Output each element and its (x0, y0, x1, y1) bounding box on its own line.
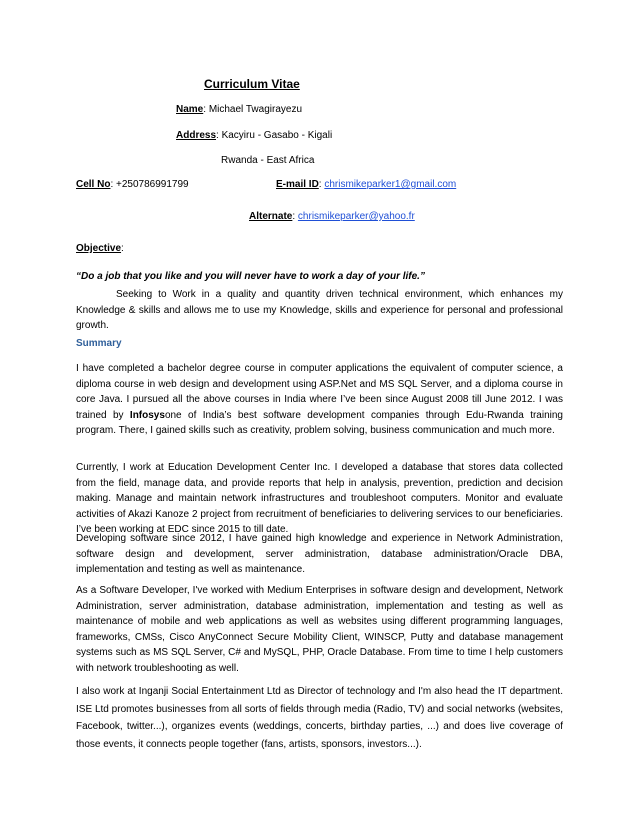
email-link[interactable]: chrismikeparker1@gmail.com (324, 179, 457, 190)
objective-text: Seeking to Work in a quality and quantity driven technical environment, which enhances my Knowledge & skills and allows me to use my Knowledge, skills and experience for personal and professional growth. (76, 289, 563, 332)
name-label: Name (176, 104, 204, 115)
alternate-email-link[interactable]: chrismikeparker@yahoo.fr (297, 211, 415, 222)
infosys-bold: Infosys (129, 409, 165, 421)
email-label: E-mail ID (276, 179, 319, 190)
address-label: Address (176, 130, 217, 141)
page-title: Curriculum Vitae (204, 77, 300, 91)
name-value: Michael Twagirayezu (208, 104, 303, 115)
summary-heading: Summary (76, 338, 122, 349)
cell-label: Cell No (76, 179, 111, 190)
summary-paragraph-5: I also work at Inganji Social Entertainment Ltd as Director of technology and I'm also head the IT department. ISE Ltd promotes businesses from all sorts of fields through media (Radio, TV) and social networks (websites, Facebook, twitter...), organizes events (weddings, concerts, birthday parties, ...) and does live coverage of those events, it connects people together (fans, artists, sponsors, investors...). (76, 686, 563, 750)
objective-heading: Objective: (76, 243, 124, 254)
summary-paragraph-2: Currently, I work at Education Development Center Inc. I developed a database that stores data collected from the field, manage data, and provide reports that help in analysis, prevention, prediction and decision making. Manage and maintain network infrastructures and troubleshoot computers. Monitor and evaluate activities of Akazi Kanoze 2 project from recruitment of beneficiaries to delivering services to our beneficiaries. I’ve been working at EDC since 2015 to till date. (76, 462, 563, 536)
address-line: Address: Kacyiru - Gasabo - Kigali (176, 130, 333, 141)
objective-quote: “Do a job that you like and you will never have to work a day of your life.” (76, 271, 425, 282)
address-line1: Kacyiru - Gasabo - Kigali (221, 130, 333, 141)
cell-line: Cell No: +250786991799 (76, 179, 189, 190)
cell-value: +250786991799 (116, 179, 189, 190)
address-line2: Rwanda - East Africa (221, 155, 315, 166)
summary-paragraph-3: Developing software since 2012, I have gained high knowledge and experience in Network Administration, software design and development, server administration, database administration/Oracle DBA, implementation and testing as well as maintenance. (76, 533, 563, 576)
alternate-line: Alternate: chrismikeparker@yahoo.fr (249, 211, 415, 222)
summary-paragraph-4: As a Software Developer, I've worked with Medium Enterprises in software design and development, Network Administration, server administration, database administration, implementation and testing as well as maintenance of mobile and web applications as well as websites using different programming languages, frameworks, CMSs, Cisco AnyConnect Secure Mobility Client, WINSCP, Putty and database management systems such as MS SQL Server, C# and MySQL, PHP, Oracle Database. From time to time I help customers with network troubleshooting as well. (76, 585, 563, 674)
alternate-label: Alternate (249, 211, 293, 222)
name-line: Name: Michael Twagirayezu (176, 104, 303, 115)
email-line: E-mail ID: chrismikeparker1@gmail.com (276, 179, 457, 190)
summary-paragraph-1: I have completed a bachelor degree course in computer applications the equivalent of computer science, a diploma course in web design and development using ASP.Net and MS SQL Server, and a diploma course in core Java. I pursued all the above courses in India where I’ve been since August 2008 till June 2012. I was trained by Infosysone of India’s best software development companies through Edu-Rwanda training program. There, I gained skills such as creativity, problem solving, business communication and much more. (76, 363, 563, 437)
